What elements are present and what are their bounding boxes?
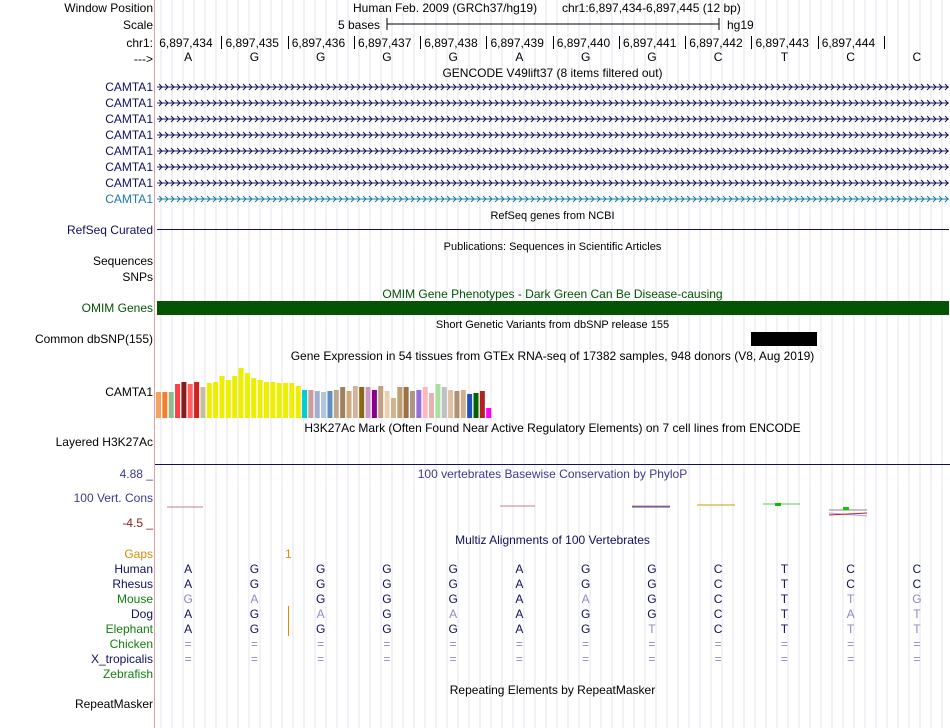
aligned-base: C	[713, 607, 723, 621]
aligned-base: G	[382, 592, 392, 606]
aligned-base: =	[317, 652, 325, 666]
aligned-base: =	[913, 637, 921, 651]
aligned-base: G	[382, 577, 392, 591]
gtex-tissue-bar[interactable]	[277, 383, 282, 418]
aligned-base: C	[912, 577, 922, 591]
aligned-base: C	[713, 562, 723, 576]
gaps-label[interactable]: Gaps	[124, 547, 153, 561]
aligned-base: G	[448, 577, 458, 591]
aligned-base: =	[582, 652, 590, 666]
phylop-label[interactable]: 100 Vert. Cons	[73, 491, 153, 505]
strand-label: --->	[134, 52, 153, 66]
species-label[interactable]: Mouse	[116, 592, 153, 606]
aligned-base: G	[647, 577, 657, 591]
aligned-base: C	[846, 562, 855, 576]
aligned-base: A	[449, 607, 458, 621]
repeatmasker-track-title[interactable]: Repeating Elements by RepeatMasker	[449, 683, 656, 697]
gtex-tissue-bar[interactable]	[442, 387, 447, 418]
aligned-base: G	[249, 622, 260, 636]
aligned-base: G	[647, 607, 657, 621]
aligned-base: A	[184, 562, 193, 576]
gtex-tissue-bar[interactable]	[245, 373, 250, 418]
aligned-base: G	[249, 607, 260, 621]
coordinate-tick	[288, 36, 289, 49]
gencode-transcript-label[interactable]: CAMTA1	[105, 160, 153, 174]
reference-base: G	[580, 50, 591, 64]
reference-base: T	[780, 50, 789, 64]
aligned-base: A	[184, 577, 193, 591]
coordinate-tick-label: 6,897,435	[225, 36, 279, 50]
coordinate-tick	[685, 36, 686, 49]
gtex-tissue-bar[interactable]	[156, 392, 161, 418]
gtex-track-title[interactable]: Gene Expression in 54 tissues from GTEx RNA-seq of 17382 samples, 948 donors (V8, Aug 2019)	[290, 349, 815, 363]
aligned-base: =	[184, 652, 192, 666]
coordinate-tick	[420, 36, 421, 49]
reference-base: G	[315, 50, 326, 64]
aligned-base: G	[647, 562, 657, 576]
omim-track-title[interactable]: OMIM Gene Phenotypes - Dark Green Can Be Disease-causing	[382, 287, 723, 301]
gtex-tissue-bar[interactable]	[366, 387, 371, 418]
aligned-base: G	[580, 607, 591, 621]
reference-base: G	[448, 50, 458, 64]
gtex-tissue-bar[interactable]	[486, 408, 491, 418]
aligned-base: G	[580, 562, 591, 576]
aligned-base: G	[315, 577, 326, 591]
aligned-base: G	[580, 622, 591, 636]
species-label[interactable]: Chicken	[109, 637, 153, 651]
aligned-base: C	[713, 622, 723, 636]
aligned-base: C	[912, 562, 922, 576]
gencode-track-title[interactable]: GENCODE V49lift37 (8 items filtered out)	[442, 66, 663, 80]
gencode-transcript-label[interactable]: CAMTA1	[105, 112, 153, 126]
dbsnp-label[interactable]: Common dbSNP(155)	[34, 332, 153, 346]
gtex-tissue-bar[interactable]	[258, 380, 263, 418]
reference-base: C	[846, 50, 855, 64]
dbsnp-track-title[interactable]: Short Genetic Variants from dbSNP release 155	[435, 319, 670, 331]
aligned-base: T	[846, 622, 855, 636]
gtex-tissue-bar[interactable]	[404, 387, 409, 418]
aligned-base: =	[515, 652, 523, 666]
assembly-name: hg19	[727, 18, 754, 32]
coordinate-tick-label: 6,897,443	[755, 36, 809, 50]
aligned-base: G	[249, 577, 260, 591]
gtex-tissue-bar[interactable]	[359, 387, 364, 418]
reference-base: G	[382, 50, 392, 64]
gtex-bar-chart[interactable]	[155, 362, 950, 418]
gtex-tissue-bar[interactable]	[321, 392, 326, 418]
species-label[interactable]: X_tropicalis	[90, 652, 153, 666]
coordinate-tick-label: 6,897,444	[821, 36, 876, 50]
gencode-transcript-label[interactable]: CAMTA1	[105, 176, 153, 190]
gtex-tissue-bar[interactable]	[169, 392, 174, 418]
gtex-label[interactable]: CAMTA1	[105, 385, 153, 399]
aligned-base: C	[713, 592, 723, 606]
refseq-track-title[interactable]: RefSeq genes from NCBI	[490, 210, 615, 222]
omim-gene-bar[interactable]	[157, 301, 949, 315]
dbsnp-variant[interactable]	[751, 332, 817, 346]
gtex-tissue-bar[interactable]	[423, 387, 428, 418]
gencode-transcript-line[interactable]	[157, 114, 949, 124]
aligned-base: G	[382, 607, 392, 621]
coordinate-tick-label: 6,897,434	[159, 36, 213, 50]
gtex-tissue-bar[interactable]	[385, 391, 390, 418]
aligned-base: T	[780, 592, 789, 606]
aligned-base: =	[780, 637, 788, 651]
gtex-tissue-bar[interactable]	[175, 384, 180, 418]
phylop-min-label: -4.5 _	[122, 516, 153, 530]
reference-base: C	[713, 50, 723, 64]
species-label[interactable]: Human	[114, 562, 153, 576]
scale-label: Scale	[122, 18, 153, 32]
aligned-base: T	[780, 607, 789, 621]
aligned-base: =	[847, 637, 855, 651]
aligned-base: G	[448, 592, 458, 606]
aligned-base: G	[315, 592, 326, 606]
aligned-base: C	[713, 577, 723, 591]
gtex-tissue-bar[interactable]	[264, 382, 269, 418]
gtex-tissue-bar[interactable]	[416, 390, 421, 418]
aligned-base: A	[515, 577, 524, 591]
aligned-base: =	[383, 652, 391, 666]
aligned-base: G	[382, 622, 392, 636]
coordinate-tick	[354, 36, 355, 49]
gencode-transcript-line[interactable]	[157, 146, 949, 156]
aligned-base: =	[184, 637, 192, 651]
species-label[interactable]: Rhesus	[112, 577, 153, 591]
coordinate-tick	[221, 36, 222, 49]
gtex-tissue-bar[interactable]	[429, 393, 434, 418]
aligned-base: G	[912, 592, 922, 606]
gencode-transcript-label[interactable]: CAMTA1	[105, 96, 153, 110]
gtex-tissue-bar[interactable]	[181, 382, 186, 418]
gtex-tissue-bar[interactable]	[251, 378, 256, 418]
aligned-base: A	[250, 592, 259, 606]
aligned-base: =	[913, 652, 921, 666]
coordinate-tick-label: 6,897,439	[490, 36, 544, 50]
aligned-base: =	[250, 652, 258, 666]
aligned-base: A	[515, 562, 524, 576]
coordinate-tick	[486, 36, 487, 49]
aligned-base: =	[714, 637, 722, 651]
publications-track-title[interactable]: Publications: Sequences in Scientific Articles	[443, 241, 662, 253]
chrom-label: chr1:	[126, 36, 153, 50]
reference-base: C	[912, 50, 922, 64]
gtex-tissue-bar[interactable]	[226, 380, 231, 418]
gtex-tissue-bar[interactable]	[448, 390, 453, 418]
aligned-base: =	[250, 637, 258, 651]
gtex-tissue-bar[interactable]	[220, 376, 225, 418]
scale-bar	[386, 16, 720, 32]
gap-marker	[288, 606, 289, 636]
aligned-base: =	[847, 652, 855, 666]
aligned-base: G	[448, 622, 458, 636]
gencode-transcript-line[interactable]	[157, 194, 949, 204]
aligned-base: =	[648, 637, 656, 651]
aligned-base: G	[382, 562, 392, 576]
aligned-base: G	[183, 592, 193, 606]
multiz-track-title[interactable]: Multiz Alignments of 100 Vertebrates	[455, 533, 650, 547]
species-label[interactable]: Elephant	[105, 622, 153, 636]
reference-base: G	[249, 50, 260, 64]
publications-label-snps[interactable]: SNPs	[122, 270, 153, 284]
gtex-tissue-bar[interactable]	[327, 391, 332, 418]
aligned-base: =	[780, 652, 788, 666]
phylop-plot[interactable]	[155, 498, 950, 520]
aligned-base: A	[316, 607, 325, 621]
gencode-transcript-label[interactable]: CAMTA1	[105, 192, 153, 206]
gtex-tissue-bar[interactable]	[391, 398, 396, 418]
gtex-tissue-bar[interactable]	[239, 368, 244, 418]
gtex-tissue-bar[interactable]	[454, 391, 459, 418]
coordinate-tick	[751, 36, 752, 49]
reference-base: A	[515, 50, 524, 64]
gtex-tissue-bar[interactable]	[467, 394, 472, 418]
assembly-title[interactable]: Human Feb. 2009 (GRCh37/hg19)	[353, 1, 538, 15]
gtex-tissue-bar[interactable]	[308, 390, 313, 418]
coordinate-tick	[818, 36, 819, 49]
gtex-tissue-bar[interactable]	[397, 387, 402, 418]
gencode-transcript-line[interactable]	[157, 178, 949, 188]
gtex-tissue-bar[interactable]	[353, 386, 358, 418]
coordinate-tick-label: 6,897,438	[424, 36, 478, 50]
gtex-tissue-bar[interactable]	[372, 390, 377, 418]
gtex-tissue-bar[interactable]	[207, 383, 212, 418]
aligned-base: A	[184, 622, 193, 636]
publications-label-sequences[interactable]: Sequences	[92, 254, 153, 268]
gtex-tissue-bar[interactable]	[289, 383, 294, 418]
aligned-base: A	[515, 607, 524, 621]
gtex-tissue-bar[interactable]	[410, 391, 415, 418]
h3k27ac-baseline	[155, 464, 950, 465]
coordinate-tick-label: 6,897,437	[358, 36, 412, 50]
gtex-tissue-bar[interactable]	[435, 384, 440, 418]
gtex-tissue-bar[interactable]	[302, 390, 307, 418]
gtex-tissue-bar[interactable]	[296, 386, 301, 418]
aligned-base: =	[714, 652, 722, 666]
aligned-base: A	[581, 592, 590, 606]
refseq-label[interactable]: RefSeq Curated	[66, 223, 153, 237]
gtex-tissue-bar[interactable]	[474, 393, 479, 418]
scale-bar-text: 5 bases	[338, 18, 381, 32]
aligned-base: A	[184, 607, 193, 621]
h3k27ac-label[interactable]: Layered H3K27Ac	[55, 435, 153, 449]
gtex-tissue-bar[interactable]	[315, 391, 320, 418]
aligned-base: =	[449, 637, 457, 651]
gtex-tissue-bar[interactable]	[270, 382, 275, 418]
coordinate-tick-label: 6,897,436	[291, 36, 346, 50]
refseq-gene-line[interactable]	[157, 229, 949, 230]
gtex-tissue-bar[interactable]	[461, 390, 466, 418]
gtex-tissue-bar[interactable]	[232, 376, 237, 418]
species-label[interactable]: Dog	[130, 607, 153, 621]
coordinate-tick-label: 6,897,441	[623, 36, 677, 50]
gtex-tissue-bar[interactable]	[340, 387, 345, 418]
aligned-base: G	[580, 577, 591, 591]
gtex-tissue-bar[interactable]	[213, 382, 218, 418]
aligned-base: A	[515, 592, 524, 606]
gencode-transcript-line[interactable]	[157, 130, 949, 140]
species-label[interactable]: Zebrafish	[102, 667, 153, 681]
aligned-base: =	[449, 652, 457, 666]
omim-label[interactable]: OMIM Genes	[81, 301, 153, 315]
aligned-base: =	[648, 652, 656, 666]
aligned-base: A	[515, 622, 524, 636]
aligned-base: T	[846, 592, 855, 606]
aligned-base: G	[249, 562, 260, 576]
aligned-base: A	[846, 607, 855, 621]
h3k27ac-track-title[interactable]: H3K27Ac Mark (Often Found Near Active Regulatory Elements) on 7 cell lines from ENCODE	[304, 421, 801, 435]
aligned-base: C	[846, 577, 855, 591]
coordinate-tick-label: 6,897,440	[556, 36, 611, 50]
window-position-label: Window Position	[64, 1, 153, 15]
gtex-tissue-bar[interactable]	[194, 382, 199, 418]
aligned-base: G	[315, 562, 326, 576]
gap-count: 1	[285, 547, 292, 561]
gencode-transcript-label[interactable]: CAMTA1	[105, 144, 153, 158]
aligned-base: =	[383, 637, 391, 651]
reference-base: G	[647, 50, 657, 64]
aligned-base: =	[515, 637, 523, 651]
gtex-tissue-bar[interactable]	[347, 391, 352, 418]
gtex-tissue-bar[interactable]	[334, 390, 339, 418]
gtex-tissue-bar[interactable]	[480, 391, 485, 418]
gencode-transcript-line[interactable]	[157, 98, 949, 108]
aligned-base: G	[448, 562, 458, 576]
phylop-max-label: 4.88 _	[119, 467, 153, 481]
aligned-base: T	[913, 622, 921, 636]
position-range[interactable]: chr1:6,897,434-6,897,445 (12 bp)	[562, 1, 741, 15]
coordinate-tick-label: 6,897,442	[689, 36, 743, 50]
phylop-track-title[interactable]: 100 vertebrates Basewise Conservation by PhyloP	[417, 467, 688, 481]
coordinate-tick	[619, 36, 620, 49]
gencode-transcript-label[interactable]: CAMTA1	[105, 80, 153, 94]
coordinate-tick	[884, 36, 885, 49]
aligned-base: G	[315, 622, 326, 636]
gtex-tissue-bar[interactable]	[188, 384, 193, 418]
gencode-transcript-line[interactable]	[157, 162, 949, 172]
gtex-tissue-bar[interactable]	[162, 392, 167, 418]
repeatmasker-label[interactable]: RepeatMasker	[74, 697, 153, 711]
aligned-base: =	[582, 637, 590, 651]
aligned-base: =	[317, 637, 325, 651]
aligned-base: T	[780, 577, 789, 591]
aligned-base: T	[648, 622, 656, 636]
aligned-base: T	[913, 607, 921, 621]
gtex-tissue-bar[interactable]	[283, 383, 288, 418]
gtex-tissue-bar[interactable]	[200, 387, 205, 418]
gencode-transcript-label[interactable]: CAMTA1	[105, 128, 153, 142]
coordinate-tick	[553, 36, 554, 49]
gencode-transcript-line[interactable]	[157, 82, 949, 92]
aligned-base: T	[780, 562, 789, 576]
gtex-tissue-bar[interactable]	[378, 386, 383, 418]
aligned-base: T	[780, 622, 789, 636]
reference-base: A	[184, 50, 193, 64]
aligned-base: G	[647, 592, 657, 606]
